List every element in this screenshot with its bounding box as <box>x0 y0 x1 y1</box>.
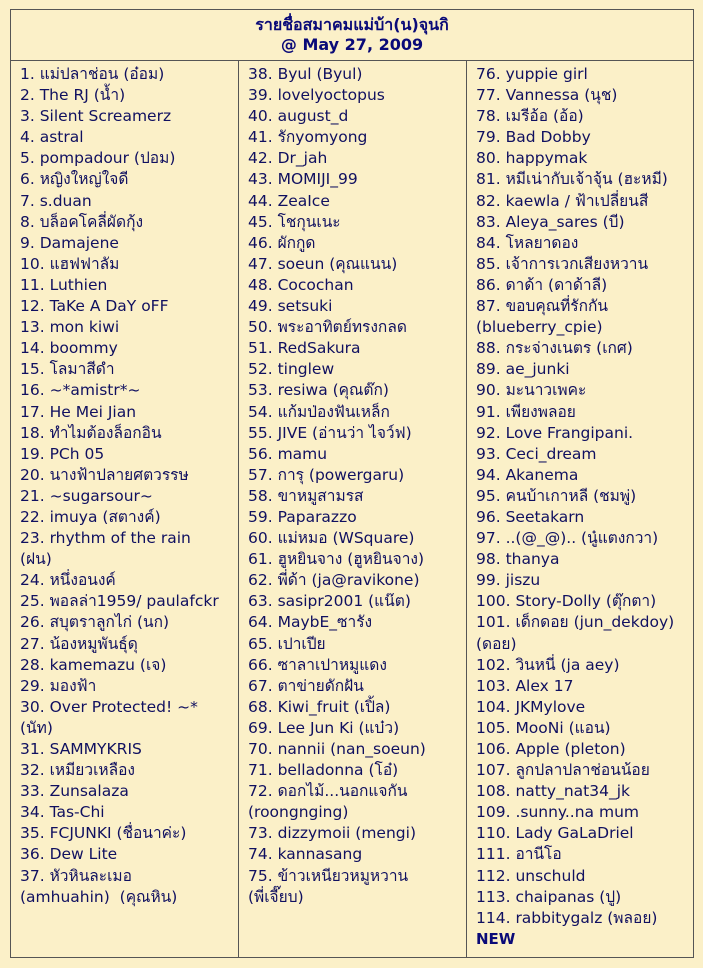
column-3 <box>467 61 695 957</box>
member-entry: 96. Seetakarn <box>476 507 585 526</box>
member-entry: 23. rhythm of the rain (ฝน) <box>20 529 191 569</box>
member-entry: 76. yuppie girl <box>476 65 588 83</box>
member-entry: 72. ดอกไม้...นอกแจกัน (roongnging) <box>248 782 408 822</box>
member-entry: 15. โลมาสีดำ <box>20 360 115 379</box>
member-entry: 99. jiszu <box>476 571 541 590</box>
member-entry: 97. ..(@_@).. (นู๋แตงกวา) <box>476 529 659 548</box>
member-entry: 89. ae_junki <box>476 360 570 379</box>
member-entry: 59. Paparazzo <box>248 507 357 526</box>
member-entry: 5. pompadour (ปอม) <box>20 149 176 168</box>
member-entry: 85. เจ้าการเวกเสียงหวาน <box>476 254 649 273</box>
member-entry: 87. ขอบคุณที่รักกัน (blueberry_cpie) <box>476 297 608 337</box>
member-entry: 18. ทำไมต้องล็อกอิน <box>20 423 162 442</box>
member-entry: 27. น้องหมูพันธุ์ดุ <box>20 634 138 653</box>
member-entry: 6. หญิงใหญ่ใจดี <box>20 170 129 189</box>
member-entry: 109. .sunny..na mum <box>476 803 639 822</box>
member-entry: 35. FCJUNKI (ชื่อนาค่ะ) <box>20 824 187 843</box>
member-entry: 33. Zunsalaza <box>20 782 129 801</box>
new-tag: NEW <box>476 929 516 948</box>
member-entry: 25. พอลล่า1959/ paulafckr <box>20 592 219 611</box>
member-entry: 37. หัวหินละเมอ (amhuahin) (คุณหิน) <box>20 866 178 906</box>
member-entry: 105. MooNi (แอน) <box>476 718 611 737</box>
member-entry: 41. รักyomyong <box>248 128 368 147</box>
member-entry: 42. Dr_jah <box>248 149 328 168</box>
member-entry: 71. belladonna (โอ๋) <box>248 761 399 780</box>
member-entry: 90. มะนาวเพคะ <box>476 381 587 400</box>
columns-area <box>11 61 693 957</box>
member-entry: 17. He Mei Jian <box>20 402 137 421</box>
member-entry: 4. astral <box>20 128 84 147</box>
member-entry: 8. บล็อคโคลี่ผัดกุ้ง <box>20 212 144 231</box>
member-entry: 114. rabbitygalz (พลอย) <box>476 908 658 927</box>
member-entry: 21. ~sugarsour~ <box>20 486 153 505</box>
list-date: @ May 27, 2009 <box>280 35 424 54</box>
member-entry: 3. Silent Screamerz <box>20 107 172 126</box>
member-entry: 40. august_d <box>248 107 349 126</box>
member-entry: 110. Lady GaLaDriel <box>476 824 634 843</box>
member-entry: 34. Tas-Chi <box>20 803 105 822</box>
member-entry: 24. หนึ่งอนงค์ <box>20 571 116 590</box>
member-entry: 16. ~*amistr*~ <box>20 381 141 400</box>
member-entry: 9. Damajene <box>20 233 119 252</box>
member-entry: 46. ผักกูด <box>248 233 316 252</box>
member-entry: 53. resiwa (คุณต๊ก) <box>248 381 389 400</box>
member-entry: 10. แฮฟฟาลัม <box>20 254 120 273</box>
member-entry: 93. Ceci_dream <box>476 444 597 463</box>
member-entry: 7. s.duan <box>20 191 92 210</box>
member-entry: 20. นางฟ้าปลายศตวรรษ <box>20 465 189 484</box>
member-entry: 98. thanya <box>476 550 560 569</box>
member-entry: 28. kamemazu (เจ) <box>20 655 167 674</box>
member-entry: 80. happymak <box>476 149 588 168</box>
column-2 <box>239 61 467 957</box>
member-entry: 57. การุ (powergaru) <box>248 465 405 484</box>
member-entry: 102. วินหนี่ (ja aey) <box>476 655 620 674</box>
member-entry: 13. mon kiwi <box>20 318 120 337</box>
member-entry: 88. กระจ่างเนตร (เกศ) <box>476 339 633 358</box>
member-entry: 101. เด็กดอย (jun_dekdoy) (ดอย) <box>476 613 675 653</box>
member-entry: 26. สบุตราลูกไก่ (นก) <box>20 613 170 632</box>
member-entry: 108. natty_nat34_jk <box>476 782 630 801</box>
member-entry: 47. soeun (คุณแนน) <box>248 254 398 273</box>
member-entry: 39. lovelyoctopus <box>248 86 385 105</box>
member-entry: 100. Story-Dolly (ตุ๊กตา) <box>476 592 657 611</box>
member-entry: 66. ซาลาเปาหมูแดง <box>248 655 387 674</box>
member-entry: 81. หมีเน่ากับเจ้าจุ้น (ฮะหมี) <box>476 170 668 189</box>
member-entry: 64. MaybE_ซารัง <box>248 613 373 632</box>
member-entry: 112. unschuld <box>476 866 586 885</box>
member-entry: 106. Apple (pleton) <box>476 740 626 758</box>
member-entry: 32. เหมียวเหลือง <box>20 761 135 780</box>
member-entry: 48. Cocochan <box>248 275 354 294</box>
member-entry: 1. แม่ปลาช่อน (อ๋อม) <box>20 65 165 83</box>
member-entry: 65. เปาเปีย <box>248 634 326 653</box>
list-title: รายชื่อสมาคมแม่บ้า(น)จุนกิ <box>255 15 449 34</box>
member-entry: 67. ตาข่ายดักฝัน <box>248 676 364 695</box>
member-entry: 60. แม่หมอ (WSquare) <box>248 529 415 548</box>
member-entry: 103. Alex 17 <box>476 676 574 695</box>
member-entry: 11. Luthien <box>20 275 108 294</box>
member-entry: 36. Dew Lite <box>20 845 118 864</box>
member-entry: 77. Vannessa (นุช) <box>476 86 618 105</box>
member-list-table <box>10 9 694 958</box>
member-entry: 38. Byul (Byul) <box>248 65 363 83</box>
member-entry: 51. RedSakura <box>248 339 361 358</box>
member-entry: 107. ลูกปลาปลาช่อนน้อย <box>476 761 650 780</box>
member-entry: 58. ขาหมูสามรส <box>248 486 364 505</box>
member-entry: 84. โหลยาดอง <box>476 233 579 252</box>
member-entry: 92. Love Frangipani. <box>476 423 634 442</box>
member-entry: 56. mamu <box>248 444 328 463</box>
member-entry: 78. เมรีอ้อ (อ้อ) <box>476 107 584 126</box>
member-entry: 94. Akanema <box>476 465 579 484</box>
member-entry: 31. SAMMYKRIS <box>20 740 142 758</box>
member-entry: 104. JKMylove <box>476 697 586 716</box>
member-entry: 83. Aleya_sares (บี) <box>476 212 625 231</box>
member-entry: 50. พระอาทิตย์ทรงกลด <box>248 318 407 337</box>
member-entry: 14. boommy <box>20 339 118 358</box>
member-entry: 74. kannasang <box>248 845 363 864</box>
member-entry: 82. kaewla / ฟ้าเปลี่ยนสี <box>476 191 649 210</box>
member-entry: 111. อานีโอ <box>476 845 562 864</box>
member-entry: 19. PCh 05 <box>20 444 105 463</box>
member-entry: 68. Kiwi_fruit (เปิ้ล) <box>248 697 391 716</box>
member-entry: 95. คนบ้าเกาหลี (ชมพู่) <box>476 486 637 505</box>
member-entry: 79. Bad Dobby <box>476 128 591 147</box>
member-entry: 49. setsuki <box>248 297 333 316</box>
member-entry: 86. ดาด้า (ดาด้าลี) <box>476 275 608 294</box>
member-entry: 45. โชกุนเนะ <box>248 212 341 231</box>
member-entry: 44. ZeaIce <box>248 191 330 210</box>
member-entry: 73. dizzymoii (mengi) <box>248 824 416 843</box>
column-1 <box>11 61 239 957</box>
member-entry: 91. เพียงพลอย <box>476 402 576 421</box>
member-entry: 75. ข้าวเหนียวหมูหวาน (พี่เจี๊ยบ) <box>248 866 409 906</box>
member-entry: 2. The RJ (น้ำ) <box>20 86 126 105</box>
member-entry: 55. JIVE (อ่านว่า ไจว์ฟ) <box>248 423 412 442</box>
member-entry: 22. imuya (สตางค์) <box>20 507 161 526</box>
member-entry: 61. ฮูหยินจาง (ฮูหยินจาง) <box>248 550 425 569</box>
member-entry: 62. พี่ด้า (ja@ravikone) <box>248 571 420 590</box>
member-entry: 12. TaKe A DaY oFF <box>20 297 169 316</box>
member-entry: 43. MOMIJI_99 <box>248 170 358 189</box>
member-entry: 69. Lee Jun Ki (แบ๋ว) <box>248 718 400 737</box>
member-entry: 63. sasipr2001 (แน๊ต) <box>248 592 411 611</box>
member-entry: 54. แก้มป่องฟันเหล็ก <box>248 402 390 421</box>
member-entry: 29. มองฟ้า <box>20 676 97 695</box>
member-entry: 70. nannii (nan_soeun) <box>248 740 426 758</box>
table-header <box>11 10 693 61</box>
member-entry: 52. tinglew <box>248 360 335 379</box>
member-entry: 30. Over Protected! ~* (นัท) <box>20 697 198 737</box>
member-entry: 113. chaipanas (ปู) <box>476 887 622 906</box>
